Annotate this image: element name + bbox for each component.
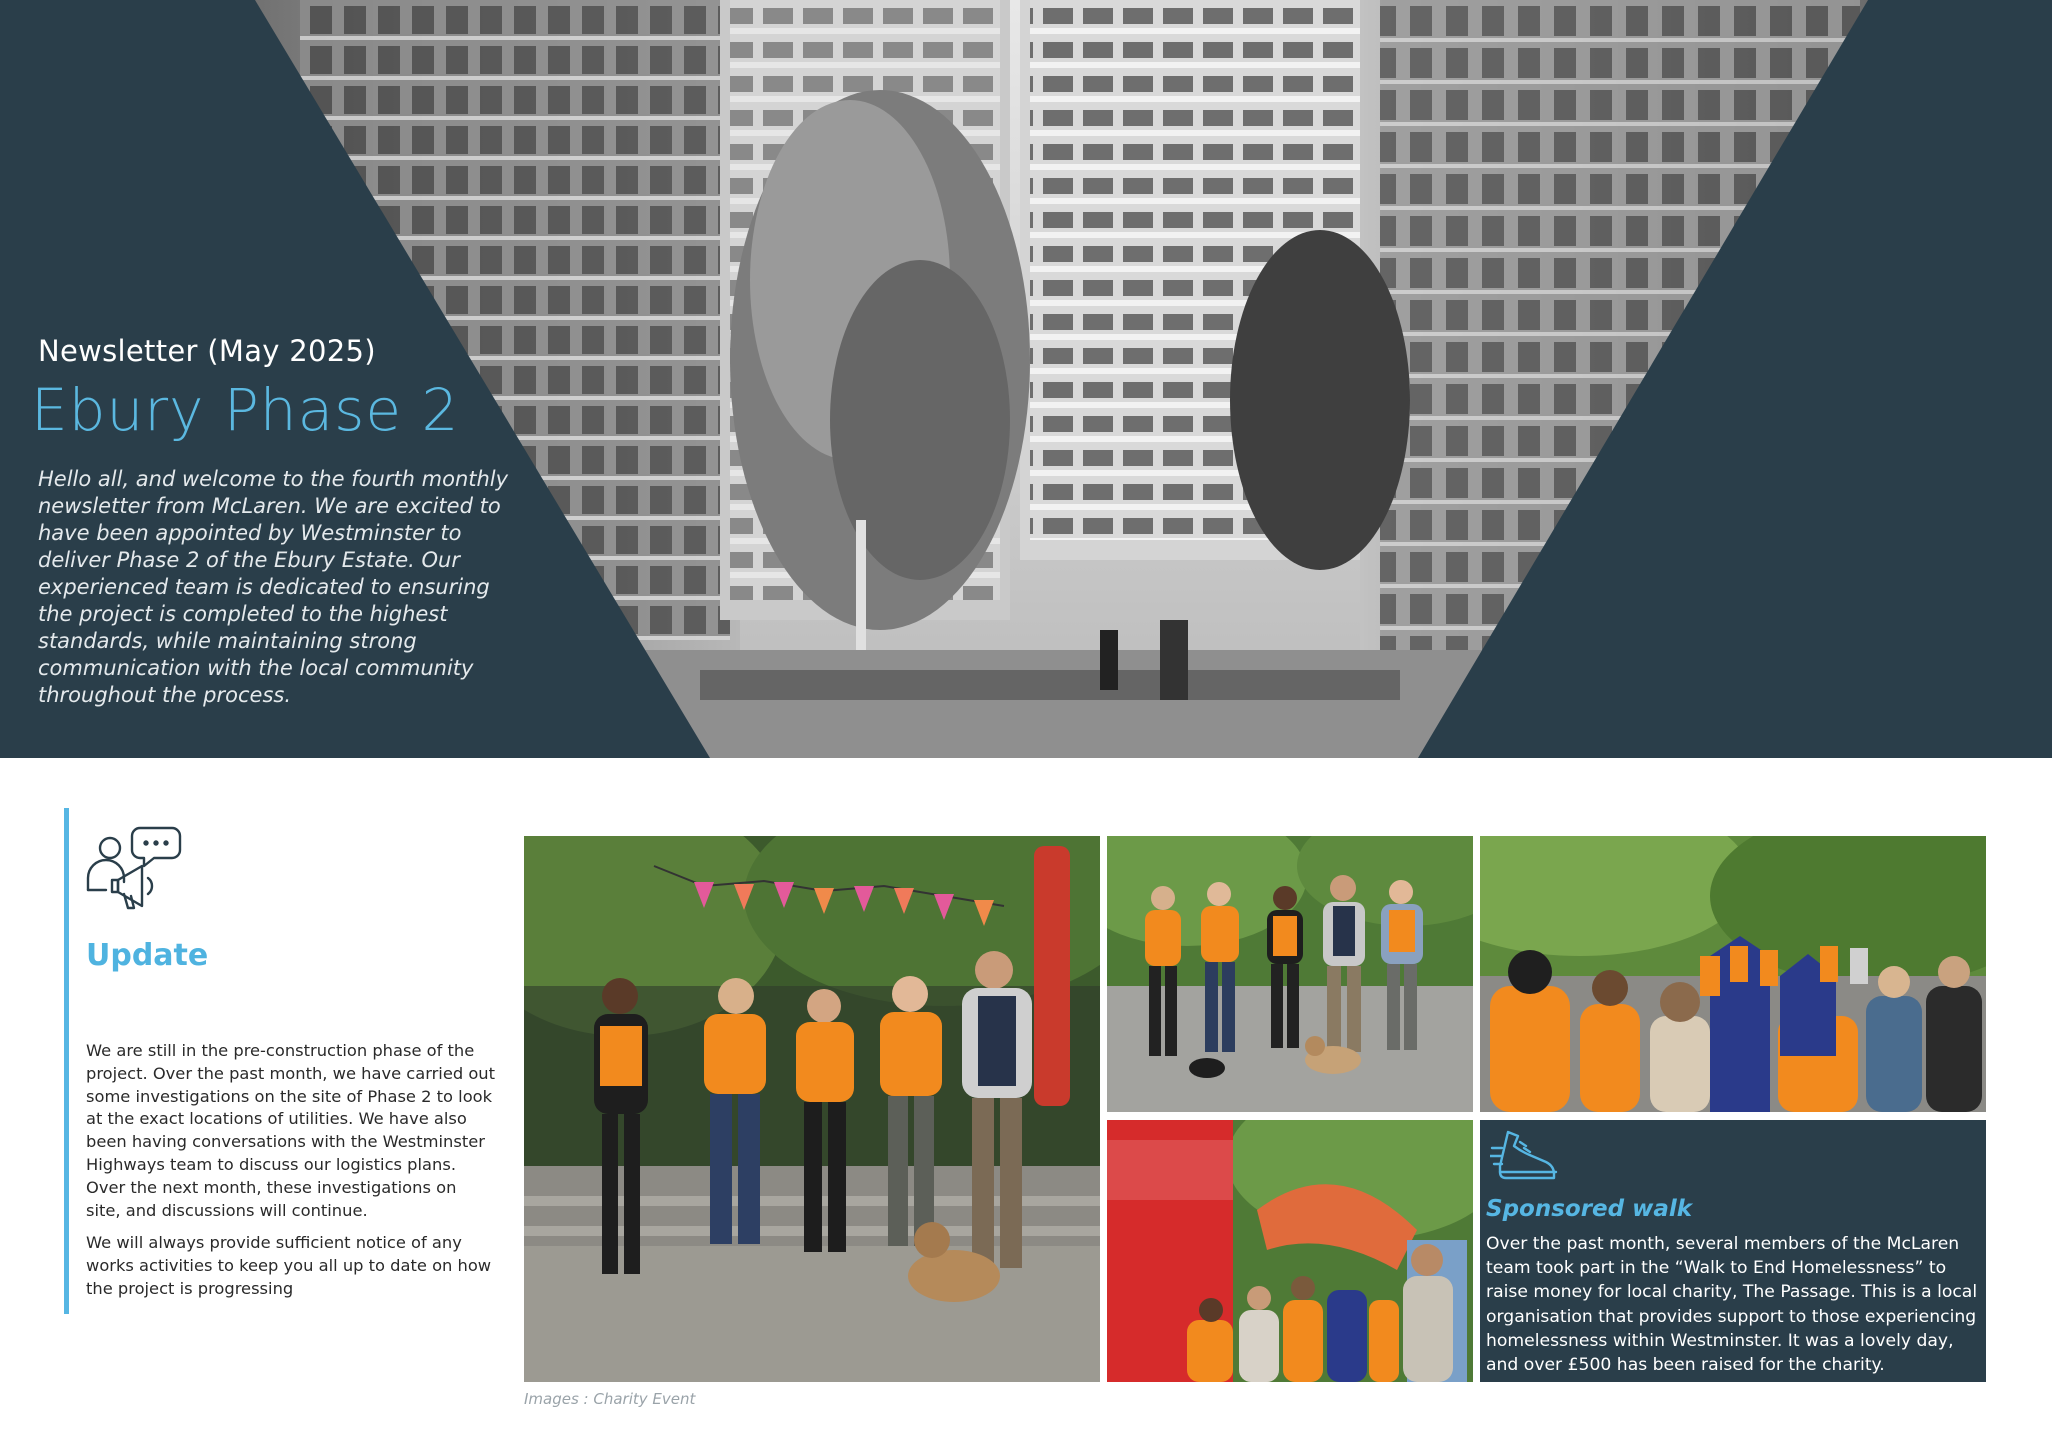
photos-caption: Images : Charity Event: [524, 1390, 696, 1408]
team-photo-park: [1107, 836, 1473, 1112]
people-megaphone-icon: [84, 822, 184, 923]
sponsored-walk-body: Over the past month, several members of the McLaren team took part in the “Walk to End Homelessness” to raise money for local charity, The Passage. This is a local organisation that provides support to those experiencing homelessness within Westminster. It was a lovely day, and over £500 has been raised for the charity.: [1486, 1234, 1978, 1376]
update-paragraph: We will always provide sufficient notice of any works activities to keep you all up to date on how the project is progressing: [86, 1233, 492, 1298]
page-title: Ebury Phase 2: [31, 376, 460, 444]
team-photo-bandstand: [524, 836, 1100, 1382]
update-heading: Update: [86, 938, 209, 973]
update-paragraph: We are still in the pre-construction phase of the project. Over the past month, we have carried out some investigations on the site of Phase 2 to look at the exact locations of utilities. We have also been having conversations with the Westminster Highways team to discuss our logistics plans. Over the next month, these investigations on site, and discussions will continue.: [86, 1041, 496, 1220]
update-body: [86, 1040, 496, 1311]
sponsored-walk-heading: Sponsored walk: [1486, 1196, 1693, 1222]
intro-text: Hello all, and welcome to the fourth monthly newsletter from McLaren. We are excited to have been appointed by Westminster to deliver Phase 2 of the Ebury Estate. Our experienced team is dedicated to ensuring the project is completed to the highest standards, while maintaining strong communication with the local community throughout the process.: [38, 467, 509, 707]
newsletter-subtitle: Newsletter (May 2025): [38, 334, 376, 368]
sponsored-walk-panel: [1480, 1120, 1986, 1382]
walk-crowd-photo: [1480, 836, 1986, 1112]
update-accent-bar: [64, 808, 69, 1314]
walk-banner-photo: [1107, 1120, 1473, 1382]
running-shoe-icon: [1490, 1124, 1560, 1193]
